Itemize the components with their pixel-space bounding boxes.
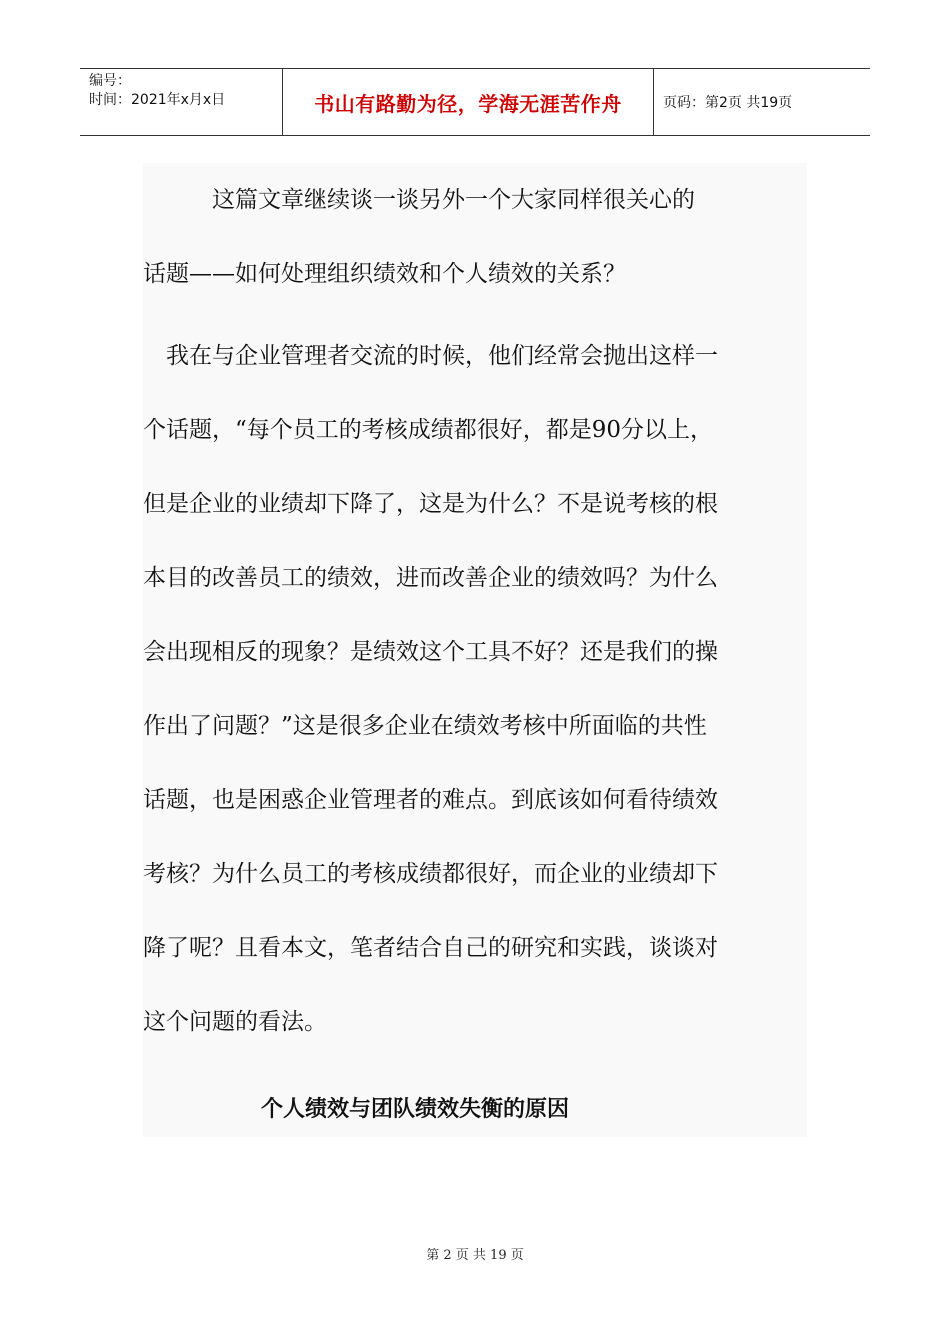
text-line: 个话题，“每个员工的考核成绩都很好，都是90分以上， bbox=[143, 417, 714, 443]
header-motto: 书山有路勤为径，学海无涯苦作舟 bbox=[282, 69, 654, 135]
intro-paragraph bbox=[143, 163, 807, 311]
document-date: 时间：2021年x月x日 bbox=[89, 92, 226, 108]
document-header bbox=[80, 68, 870, 136]
text-line: 降了呢？且看本文，笔者结合自己的研究和实践，谈谈对 bbox=[143, 935, 718, 961]
text-line: 会出现相反的现象？是绩效这个工具不好？还是我们的操 bbox=[143, 639, 718, 665]
text-line: 这个问题的看法。 bbox=[143, 1009, 327, 1035]
text-line: 考核？为什么员工的考核成绩都很好，而企业的业绩却下 bbox=[143, 861, 718, 887]
text-line: 这篇文章继续谈一谈另外一个大家同样很关心的 bbox=[143, 187, 695, 213]
main-paragraph bbox=[143, 319, 807, 1059]
text-line: 本目的改善员工的绩效，进而改善企业的绩效吗？为什么 bbox=[143, 565, 718, 591]
text-line: 但是企业的业绩却下降了，这是为什么？不是说考核的根 bbox=[143, 491, 718, 517]
header-meta bbox=[80, 69, 282, 135]
section-heading: 个人绩效与团队绩效失衡的原因 bbox=[261, 1097, 570, 1122]
page-footer: 第 2 页 共 19 页 bbox=[426, 1248, 524, 1263]
document-number: 编号： bbox=[89, 73, 131, 89]
header-page-number: 页码：第2页 共19页 bbox=[663, 95, 793, 111]
text-line: 作出了问题？”这是很多企业在绩效考核中所面临的共性 bbox=[143, 713, 707, 739]
text-line: 话题，也是困惑企业管理者的难点。到底该如何看待绩效 bbox=[143, 787, 718, 813]
text-line: 话题——如何处理组织绩效和个人绩效的关系？ bbox=[143, 261, 626, 287]
text-line: 我在与企业管理者交流的时候，他们经常会抛出这样一 bbox=[143, 343, 718, 369]
article-body bbox=[143, 163, 807, 1137]
